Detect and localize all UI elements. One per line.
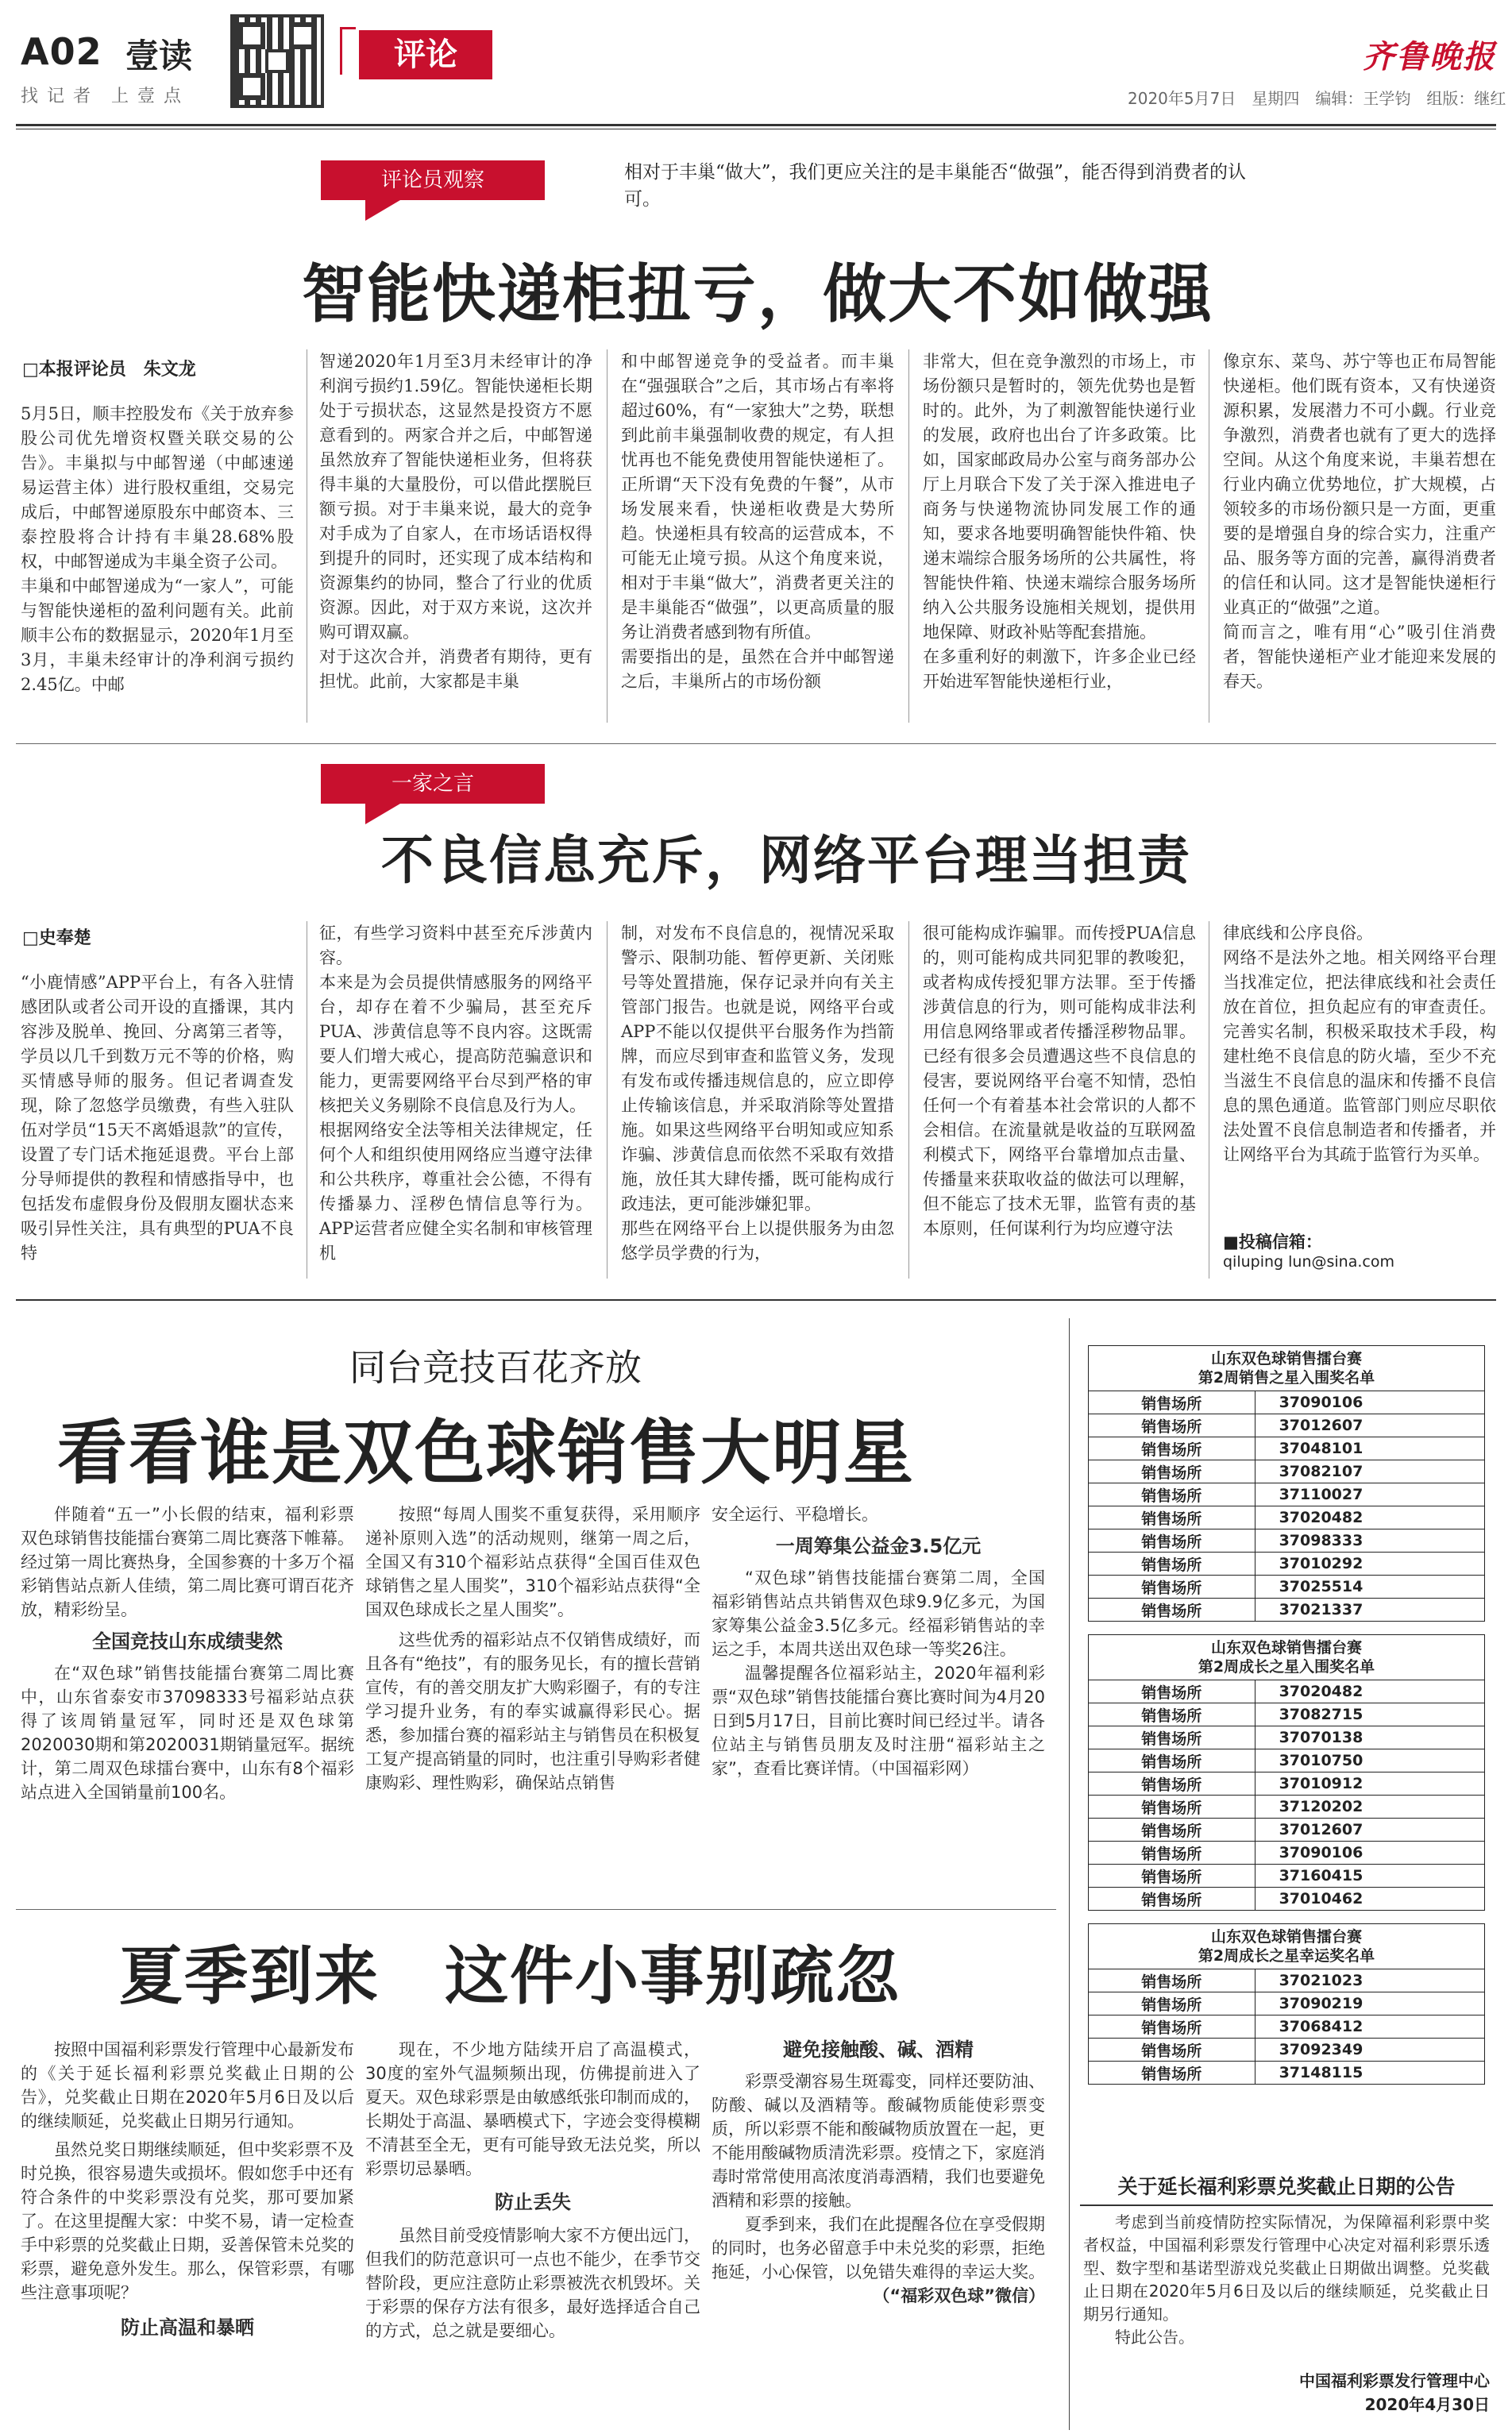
- venue-label: 销售场所: [1089, 1888, 1256, 1911]
- lottery-tables: [1088, 1345, 1485, 2085]
- table-row: [1089, 1529, 1485, 1553]
- table-row: [1089, 1391, 1485, 1414]
- table-row: [1089, 1599, 1485, 1622]
- article2-title: 不良信息充斥，网络平台理当担责: [381, 829, 1191, 891]
- station-code: 37020482: [1255, 1680, 1484, 1703]
- table-title: 山东双色球销售擂台赛 第2周销售之星入围奖名单: [1088, 1345, 1485, 1391]
- table-row: [1089, 1865, 1485, 1888]
- table-row: [1089, 1460, 1485, 1483]
- article2-col2: 征，有些学习资料中甚至充斥涉黄内容。 本来是为会员提供情感服务的网络平台，却存在着不少骗局，甚至充斥PUA、涉黄信息等不良内容。这既需要人们增大戒心，提高防范骗意识和能力，更需要网络平台尽到严格的审核把关义务剔除不良信息及行为人。 根据网络安全法等相关法律规定，任何个人和组织使用网络应当遵守法律和公共秩序，尊重社会公德，不得有传播暴力、淫秽色情信息等行为。APP运营者应健全实名制和审核管理机: [319, 924, 592, 1263]
- station-code: 37070138: [1255, 1726, 1484, 1749]
- page-number: A02: [21, 30, 102, 73]
- slogan: 找 记 者 上 壹 点: [21, 87, 183, 106]
- table-row: [1089, 1726, 1485, 1749]
- table-row: [1089, 1414, 1485, 1437]
- divider: [1069, 1318, 1070, 2430]
- notice-signer: 中国福利彩票发行管理中心: [1299, 2371, 1490, 2390]
- table-row: [1089, 2015, 1485, 2039]
- table-row: [1089, 1703, 1485, 1726]
- divider: [607, 921, 608, 1279]
- growth-table: [1088, 1634, 1485, 1911]
- section-rule: [16, 1909, 1056, 1910]
- venue-label: 销售场所: [1089, 1391, 1256, 1414]
- subhead: 避免接触酸、碱、酒精: [783, 2039, 974, 2061]
- article1-col5: 像京东、菜鸟、苏宁等也正布局智能快递柜。他们既有资本，又有快递资源积累，发展潜力不可小觑。行业竞争激烈，消费者也就有了更大的选择空间。从这个角度来说，丰巢若想在行业内确立优势地位，扩大规模，占领较多的市场份额只是一方面，更重要的是增强自身的综合实力，注重产品、服务等方面的完善，赢得消费者的信任和认同。这才是智能快递柜行业真正的“做强”之道。 简而言之，唯有用“心”吸引住消费者，智能快递柜产业才能迎来发展的春天。: [1223, 352, 1496, 691]
- section-tag: 评论: [359, 30, 492, 79]
- station-code: 37090219: [1255, 1992, 1484, 2015]
- table-row: [1089, 1437, 1485, 1460]
- article2-col3: 制，对发布不良信息的，视情况采取警示、限制功能、暂停更新、关闭账号等处置措施，保存记录并向有关主管部门报告。也就是说，网络平台或APP不能以仅提供平台服务作为挡箭牌，而应尽到审查和监管义务，发现有发布或传播违规信息的，应立即停止传输该信息，并采取消除等处置措施。如果这些网络平台明知或应知系诈骗、涉黄信息而依然不采取有效措施，放任其大肆传播，既可能构成行政违法，更可能涉嫌犯罪。 那些在网络平台上以提供服务为由忽悠学员学费的行为，: [621, 924, 894, 1263]
- station-code: 37092349: [1255, 2039, 1484, 2062]
- venue-label: 销售场所: [1089, 1680, 1256, 1703]
- divider: [607, 349, 608, 723]
- notice-date: 2020年4月30日: [1364, 2395, 1490, 2414]
- paragraph: “双色球”销售技能擂台赛第二周，全国福彩销售站点共销售双色球9.9亿多元，为国家筹集公益金3.5亿多元。经福彩销售站的幸运之手，本周共送出双色球一等奖26注。: [712, 1568, 1045, 1659]
- paragraph: 考虑到当前疫情防控实际情况，为保障福利彩票中奖者权益，中国福利彩票发行管理中心决定对福利彩票乐透型、数字型和基诺型游戏兑奖截止日期做出调整。兑奖截止日期在2020年5月6日及以后的继续顺延，兑奖截止日期另行通知。: [1083, 2212, 1490, 2324]
- date-line: 2020年5月7日 星期四 编辑：王学钧 组版：继红: [1128, 89, 1506, 108]
- lottery-title: 看看谁是双色球销售大明星: [57, 1412, 916, 1494]
- station-code: 37068412: [1255, 2015, 1484, 2039]
- station-code: 37120202: [1255, 1796, 1484, 1819]
- lottery-col1: [21, 1502, 354, 1804]
- article2-col1: “小鹿情感”APP平台上，有各入驻情感团队或者公司开设的直播课，其内容涉及脱单、挽回、分离第三者等，学员以几千到数万元不等的价格，购买情感导师的服务。但记者调查发现，除了忽悠学员缴费，有些入驻队伍对学员“15天不离婚退款”的宣传，设置了专门话术拖延退费。平台上部分导师提供的教程和情感指导中，也包括发布虚假身份及假朋友圈状态来吸引异性关注，具有典型的PUA不良特: [21, 973, 294, 1263]
- station-code: 37098333: [1255, 1529, 1484, 1553]
- article1-col2: 智递2020年1月至3月未经审计的净利润亏损约1.59亿。智能快递柜长期处于亏损状态，这显然是投资方不愿意看到的。两家合并之后，中邮智递虽然放弃了智能快递柜业务，但将获得丰巢的大量股份，可以借此摆脱巨额亏损。对于丰巢来说，最大的竞争对手成为了自家人，在市场话语权得到提升的同时，还实现了成本结构和资源集约的协同，整合了行业的优质资源。因此，对于双方来说，这次并购可谓双赢。 对于这次合并，消费者有期待，更有担忧。此前，大家都是丰巢: [319, 352, 592, 691]
- station-code: 37082107: [1255, 1460, 1484, 1483]
- subhead: 防止高温和暴晒: [121, 2316, 254, 2339]
- paragraph: 伴随着“五一”小长假的结束，福利彩票双色球销售技能擂台赛第二周比赛落下帷幕。经过第一周比赛热身，全国参赛的十多万个福彩销售站点新人佳绩，第二周比赛可谓百花齐放，精彩纷呈。: [21, 1505, 354, 1619]
- lottery-kicker: 同台竞技百花齐放: [349, 1346, 642, 1389]
- station-code: 37012607: [1255, 1819, 1484, 1842]
- station-code: 37021023: [1255, 1969, 1484, 1992]
- venue-label: 销售场所: [1089, 1460, 1256, 1483]
- table-row: [1089, 1680, 1485, 1703]
- venue-label: 销售场所: [1089, 1703, 1256, 1726]
- venue-label: 销售场所: [1089, 1969, 1256, 1992]
- venue-label: 销售场所: [1089, 2062, 1256, 2085]
- notice-title: 关于延长福利彩票兑奖截止日期的公告: [1080, 2171, 1493, 2206]
- table-row: [1089, 1796, 1485, 1819]
- paragraph: 虽然兑奖日期继续顺延，但中奖彩票不及时兑换，很容易遗失或损坏。假如您手中还有符合条件的中奖彩票没有兑奖，那可要加紧了。在这里提醒大家：中奖不易，请一定检查手中彩票的兑奖截止日期，妥善保管未兑奖的彩票，避免意外发生。那么，保管彩票，有哪些注意事项呢？: [21, 2140, 354, 2302]
- table-row: [1089, 1842, 1485, 1865]
- summer-col1: [21, 2038, 354, 2339]
- station-code: 37160415: [1255, 1865, 1484, 1888]
- paragraph: 现在，不少地方陆续开启了高温模式，30度的室外气温频频出现，仿佛提前进入了夏天。双色球彩票是由敏感纸张印制而成的，长期处于高温、暴晒模式下，字迹会变得模糊不清甚至全无，更有可能导致无法兑奖，所以彩票切忌暴晒。: [365, 2040, 700, 2178]
- section-tag-frame: [340, 27, 356, 75]
- article1-col4: 非常大，但在竞争激烈的市场上，市场份额只是暂时的，领先优势也是暂时的。此外，为了刺激智能快递行业的发展，政府也出台了许多政策。比如，国家邮政局办公室与商务部办公厅上月联合下发了关于深入推进电子商务与快递物流协同发展工作的通知，要求各地要明确智能快件箱、快递末端综合服务场所的公共属性，将智能快件箱、快递末端综合服务场所纳入公共服务设施相关规划，提供用地保障、财政补贴等配套措施。 在多重利好的刺激下，许多企业已经开始进军智能快递柜行业，: [923, 352, 1196, 691]
- table-row: [1089, 1969, 1485, 1992]
- table-row: [1089, 1506, 1485, 1529]
- table-row: [1089, 2062, 1485, 2085]
- venue-label: 销售场所: [1089, 1506, 1256, 1529]
- table-row: [1089, 1483, 1485, 1506]
- venue-label: 销售场所: [1089, 1576, 1256, 1599]
- article2-col4: 很可能构成诈骗罪。而传授PUA信息的，则可能构成共同犯罪的教唆犯，或者构成传授犯罪方法罪。至于传播涉黄信息的行为，则可能构成非法利用信息网络罪或者传播淫秽物品罪。已经有很多会员遭遇这些不良信息的侵害，要说网络平台毫不知情，恐怕任何一个有着基本社会常识的人都不会相信。在流量就是收益的互联网盈利模式下，网络平台靠增加点击量、传播量来获取收益的做法可以理解，但不能忘了技术无罪，监管有责的基本原则，任何谋利行为均应遵守法: [923, 924, 1196, 1238]
- notice-body: [1083, 2211, 1490, 2349]
- summer-col3: [712, 2038, 1045, 2308]
- section-rule: [16, 1299, 1496, 1301]
- station-code: 37090106: [1255, 1391, 1484, 1414]
- contact-email[interactable]: qiluping lun@sina.com: [1223, 1253, 1394, 1271]
- table-row: [1089, 1749, 1485, 1772]
- venue-label: 销售场所: [1089, 1437, 1256, 1460]
- station-code: 37020482: [1255, 1506, 1484, 1529]
- article1-byline: □本报评论员 朱文龙: [22, 360, 196, 380]
- table-row: [1089, 1819, 1485, 1842]
- paragraph: 安全运行、平稳增长。: [712, 1505, 878, 1524]
- station-code: 37010462: [1255, 1888, 1484, 1911]
- article1-title: 智能快递柜扭亏，做大不如做强: [302, 257, 1213, 331]
- table-row: [1089, 1888, 1485, 1911]
- qr-code-icon[interactable]: [230, 14, 324, 108]
- station-code: 37010292: [1255, 1553, 1484, 1576]
- article1-col3: 和中邮智递竞争的受益者。而丰巢在“强强联合”之后，其市场占有率将超过60%，有“一家独大”之势，联想到此前丰巢强制收费的规定，有人担忧再也不能免费使用智能快递柜了。正所谓“天下没有免费的午餐”，从市场发展来看，快递柜收费是大势所趋。快递柜具有较高的运营成本，不可能无止境亏损。从这个角度来说，相对于丰巢“做大”，消费者更关注的是丰巢能否“做强”，以更高质量的服务让消费者感到物有所值。 需要指出的是，虽然在合并中邮智递之后，丰巢所占的市场份额: [621, 352, 894, 691]
- article1-lead: 相对于丰巢“做大”，我们更应关注的是丰巢能否“做强”，能否得到消费者的认可。: [624, 162, 1247, 210]
- subhead: 防止丢失: [495, 2191, 571, 2213]
- station-code: 37082715: [1255, 1703, 1484, 1726]
- paragraph: 虽然目前受疫情影响大家不方便出远门，但我们的防范意识可一点也不能少，在季节交替阶段，更应注意防止彩票被洗衣机毁坏。关于彩票的保存方法有很多，最好选择适合自己的方式，总之就是要细心。: [365, 2226, 700, 2340]
- venue-label: 销售场所: [1089, 1483, 1256, 1506]
- venue-label: 销售场所: [1089, 1772, 1256, 1796]
- station-code: 37025514: [1255, 1576, 1484, 1599]
- subhead: 全国竞技山东成绩斐然: [92, 1630, 283, 1653]
- summer-col2: [365, 2038, 700, 2343]
- section-name: 壹读: [125, 37, 193, 75]
- station-code: 37010750: [1255, 1749, 1484, 1772]
- star-table: [1088, 1345, 1485, 1622]
- paragraph: 按照中国福利彩票发行管理中心最新发布的《关于延长福利彩票兑奖截止日期的公告》，兑奖截止日期在2020年5月6日及以后的继续顺延，兑奖截止日期另行通知。: [21, 2040, 354, 2131]
- divider: [908, 349, 909, 723]
- venue-label: 销售场所: [1089, 1842, 1256, 1865]
- station-code: 37012607: [1255, 1414, 1484, 1437]
- table-title: 山东双色球销售擂台赛 第2周成长之星幸运奖名单: [1088, 1923, 1485, 1969]
- contact-label: ■投稿信箱：: [1223, 1232, 1322, 1252]
- article1-tag: 评论员观察: [321, 160, 545, 200]
- table-row: [1089, 2039, 1485, 2062]
- station-code: 37048101: [1255, 1437, 1484, 1460]
- divider: [908, 921, 909, 1279]
- section-rule: [16, 743, 1496, 744]
- venue-label: 销售场所: [1089, 1414, 1256, 1437]
- article2-col5: 律底线和公序良俗。 网络不是法外之地。相关网络平台理当找准定位，把法律底线和社会责任放在首位，担负起应有的审查责任。完善实名制，积极采取技术手段，构建杜绝不良信息的防火墙，至少不充当滋生不良信息的温床和传播不良信息的黑色通道。监管部门则应尽职依法处置不良信息制造者和传播者，并让网络平台为其疏于监管行为买单。: [1223, 924, 1496, 1164]
- article1-tag-tail: [365, 200, 400, 221]
- station-code: 37010912: [1255, 1772, 1484, 1796]
- lottery-col2: [365, 1502, 700, 1795]
- subhead: 一周筹集公益金3.5亿元: [775, 1535, 982, 1557]
- article2-byline: □史奉楚: [22, 928, 91, 948]
- paragraph: 特此公告。: [1115, 2328, 1194, 2347]
- venue-label: 销售场所: [1089, 1599, 1256, 1622]
- table-row: [1089, 1992, 1485, 2015]
- paper-logo: 齐鲁晚报: [1363, 38, 1496, 75]
- table-row: [1089, 1772, 1485, 1796]
- paragraph: 在“双色球”销售技能擂台赛第二周比赛中，山东省泰安市37098333号福彩站点获得了该周销量冠军，同时还是双色球第2020030期和第2020031期销量冠军。据统计，第二周双色球擂台赛中，山东有8个福彩站点进入全国销量前100名。: [21, 1664, 354, 1802]
- paragraph: 按照“每周人围奖不重复获得，采用顺序递补原则入选”的活动规则，继第一周之后，全国又有310个福彩站点获得“全国百佳双色球销售之星人围奖”，310个福彩站点获得“全国双色球成长之星人围奖”。: [365, 1505, 700, 1619]
- lottery-col3: [712, 1502, 1045, 1780]
- venue-label: 销售场所: [1089, 1865, 1256, 1888]
- venue-label: 销售场所: [1089, 1796, 1256, 1819]
- venue-label: 销售场所: [1089, 2015, 1256, 2039]
- venue-label: 销售场所: [1089, 1819, 1256, 1842]
- venue-label: 销售场所: [1089, 1992, 1256, 2015]
- station-code: 37090106: [1255, 1842, 1484, 1865]
- station-code: 37148115: [1255, 2062, 1484, 2085]
- article1-col1: 5月5日，顺丰控股发布《关于放弃参股公司优先增资权暨关联交易的公告》。丰巢拟与中邮智递（中邮速递易运营主体）进行股权重组，交易完成后，中邮智递原股东中邮资本、三泰控股将合计持有丰巢28.68%股权，中邮智递成为丰巢全资子公司。 丰巢和中邮智递成为“一家人”，可能与智能快递柜的盈利问题有关。此前顺丰公布的数据显示，2020年1月至3月，丰巢未经审计的净利润亏损约2.45亿。中邮: [21, 404, 294, 694]
- venue-label: 销售场所: [1089, 1749, 1256, 1772]
- paragraph: 彩票受潮容易生斑霉变，同样还要防油、防酸、碱以及酒精等。酸碱物质能使彩票变质，所以彩票不能和酸碱物质放置在一起，更不能用酸碱物质清洗彩票。疫情之下，家庭消毒时常常使用高浓度消毒酒精，我们也要避免酒精和彩票的接触。: [712, 2072, 1045, 2210]
- station-code: 37110027: [1255, 1483, 1484, 1506]
- paragraph: 温馨提醒各位福彩站主，2020年福利彩票“双色球”销售技能擂台赛比赛时间为4月20日到5月17日，目前比赛时间已经过半。请各位站主与销售员朋友及时注册“福彩站主之家”，查看比赛详情。（中国福彩网）: [712, 1664, 1045, 1778]
- station-code: 37021337: [1255, 1599, 1484, 1622]
- venue-label: 销售场所: [1089, 1726, 1256, 1749]
- paragraph: 这些优秀的福彩站点不仅销售成绩好，而且各有“绝技”，有的服务见长，有的擅长营销宣传，有的善交朋友扩大购彩圈子，有的专注学习提升业务，有的奉实诚赢得彩民心。据悉，参加擂台赛的福彩站主与销售员在积极复工复产提高销量的同时，也注重引导购彩者健康购彩、理性购彩，确保站点销售: [365, 1630, 700, 1792]
- venue-label: 销售场所: [1089, 1553, 1256, 1576]
- source: （“福彩双色球”微信）: [873, 2286, 1045, 2305]
- masthead-rule: [16, 124, 1496, 126]
- table-row: [1089, 1553, 1485, 1576]
- article2-tag: 一家之言: [321, 764, 545, 804]
- paragraph: 夏季到来，我们在此提醒各位在享受假期的同时，也务必留意手中未兑奖的彩票，拒绝拖延，小心保管，以免错失难得的幸运大奖。: [712, 2215, 1045, 2282]
- table-row: [1089, 1576, 1485, 1599]
- lucky-table: [1088, 1923, 1485, 2085]
- summer-title: 夏季到来 这件小事别疏忽: [119, 1939, 901, 2013]
- table-title: 山东双色球销售擂台赛 第2周成长之星入围奖名单: [1088, 1634, 1485, 1680]
- venue-label: 销售场所: [1089, 2039, 1256, 2062]
- venue-label: 销售场所: [1089, 1529, 1256, 1553]
